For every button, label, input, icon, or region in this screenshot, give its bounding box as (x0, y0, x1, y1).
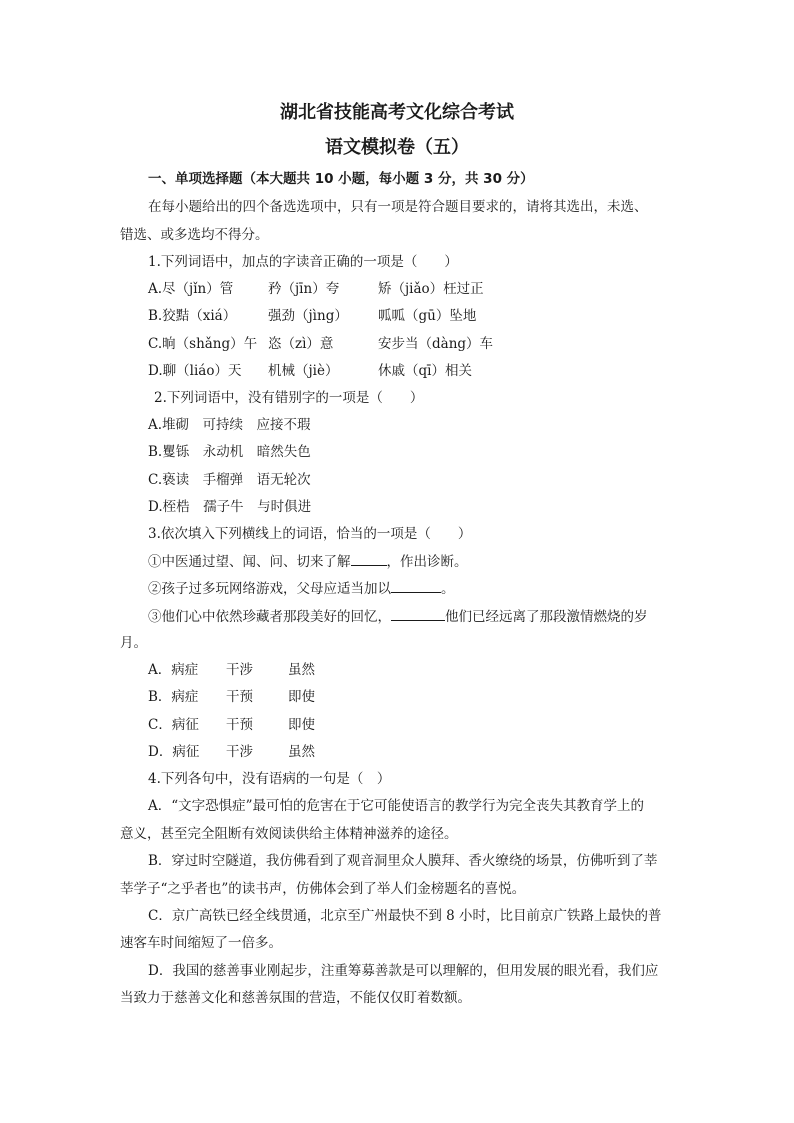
q3-option-b-col2: 干预 (226, 689, 253, 705)
q3-s2-before: ②孩子过多玩网络游戏，父母应适当加以 (148, 581, 391, 597)
q1-option-d-col2: 机械（jiè） (268, 363, 339, 379)
q3-s1-before: ①中医通过望、闻、问、切来了解 (148, 554, 351, 570)
q3-s3-after: 他们已经远离了那段激情燃烧的岁 (445, 609, 648, 625)
q1-option-b-col1: B.狡黠（xiá） (148, 308, 237, 324)
q3-blank-3 (391, 607, 445, 621)
q3-sentence-3-cont: 月。 (120, 635, 147, 651)
q3-option-c-col3: 即使 (288, 717, 315, 733)
q1-option-b-col2: 强劲（jìng） (268, 308, 348, 324)
q1-option-c-col3: 安步当（dàng）车 (378, 336, 494, 352)
q3-s1-after: ，作出诊断。 (386, 554, 468, 570)
q3-stem: 3.依次填入下列横线上的词语，恰当的一项是（ ） (148, 526, 472, 542)
q1-option-c-col2: 恣（zì）意 (268, 336, 334, 352)
q1-option-a-col2: 矜（jīn）夸 (268, 281, 340, 297)
q3-s2-after: 。 (441, 581, 455, 597)
q3-sentence-1 (148, 552, 468, 571)
q3-option-d-col3: 虽然 (288, 744, 315, 760)
q4-option-a-line-1: A．“文字恐惧症”最可怕的危害在于它可能使语言的教学行为完全丧失其教育学上的 (148, 798, 645, 814)
q1-option-d-col1: D.聊（liáo）天 (148, 363, 242, 379)
q2-option-b: B.矍铄 永动机 暗然失色 (148, 444, 311, 460)
q1-option-d-col3: 休戚（qī）相关 (378, 363, 472, 379)
q4-option-d-line-2: 当致力于慈善文化和慈善氛围的营造，不能仅仅盯着数额。 (120, 990, 471, 1006)
q3-option-a-col1: A．病症 (148, 662, 199, 678)
q2-option-d: D.桎梏 孺子牛 与时俱进 (148, 499, 312, 515)
q3-option-d-col1: D．病征 (148, 744, 200, 760)
q3-option-a-col2: 干涉 (226, 662, 253, 678)
q2-option-c: C.亵读 手榴弹 语无轮次 (148, 472, 311, 488)
q4-option-b-line-1: B．穿过时空隧道，我仿佛看到了观音洞里众人膜拜、香火缭绕的场景，仿佛听到了莘 (148, 853, 658, 869)
q2-option-a: A.堆砌 可持续 应接不瑕 (148, 417, 311, 433)
q3-sentence-3 (148, 607, 648, 626)
q4-stem: 4.下列各句中，没有语病的一句是（ ） (148, 771, 391, 787)
section-heading: 一、单项选择题（本大题共 10 小题，每小题 3 分，共 30 分） (148, 171, 534, 187)
q4-option-c-line-2: 速客车时间缩短了一倍多。 (120, 935, 282, 951)
q2-stem: 2.下列词语中，没有错别字的一项是（ ） (154, 390, 424, 406)
q3-sentence-2 (148, 579, 455, 598)
q1-option-c-col1: C.晌（shǎng）午 (148, 336, 258, 352)
q4-option-c-line-1: C．京广高铁已经全线贯通，北京至广州最快不到 8 小时，比目前京广铁路上最快的普 (148, 908, 662, 924)
q4-option-a-line-2: 意义，甚至完全阻断有效阅读供给主体精神滋养的途径。 (120, 826, 458, 842)
q4-option-b-line-2: 莘学子“之乎者也”的读书声，仿佛体会到了举人们金榜题名的喜悦。 (120, 881, 526, 897)
q3-blank-2 (391, 579, 441, 593)
q3-option-b-col3: 即使 (288, 689, 315, 705)
q3-option-a-col3: 虽然 (288, 662, 315, 678)
exam-title: 湖北省技能高考文化综合考试 (280, 102, 514, 123)
instruction-line-2: 错选、或多选均不得分。 (120, 227, 269, 243)
exam-subtitle: 语文模拟卷（五） (325, 137, 469, 158)
q3-option-b-col1: B．病症 (148, 689, 199, 705)
q1-option-a-col1: A.尽（jǐn）管 (148, 281, 234, 297)
q1-option-a-col3: 矫（jiǎo）枉过正 (378, 281, 484, 297)
q3-option-c-col1: C．病征 (148, 717, 199, 733)
q3-s3-before: ③他们心中依然珍藏者那段美好的回忆， (148, 609, 391, 625)
q3-option-c-col2: 干预 (226, 717, 253, 733)
q4-option-d-line-1: D．我国的慈善事业刚起步，注重筹募善款是可以理解的，但用发展的眼光看，我们应 (148, 963, 659, 979)
q1-option-b-col3: 呱呱（gū）坠地 (378, 308, 477, 324)
q3-option-d-col2: 干涉 (226, 744, 253, 760)
q1-stem: 1.下列词语中，加点的字读音正确的一项是（ ） (148, 254, 458, 270)
instruction-line-1: 在每小题给出的四个备选选项中，只有一项是符合题目要求的，请将其选出，未选、 (148, 199, 648, 215)
q3-blank-1 (351, 552, 387, 566)
